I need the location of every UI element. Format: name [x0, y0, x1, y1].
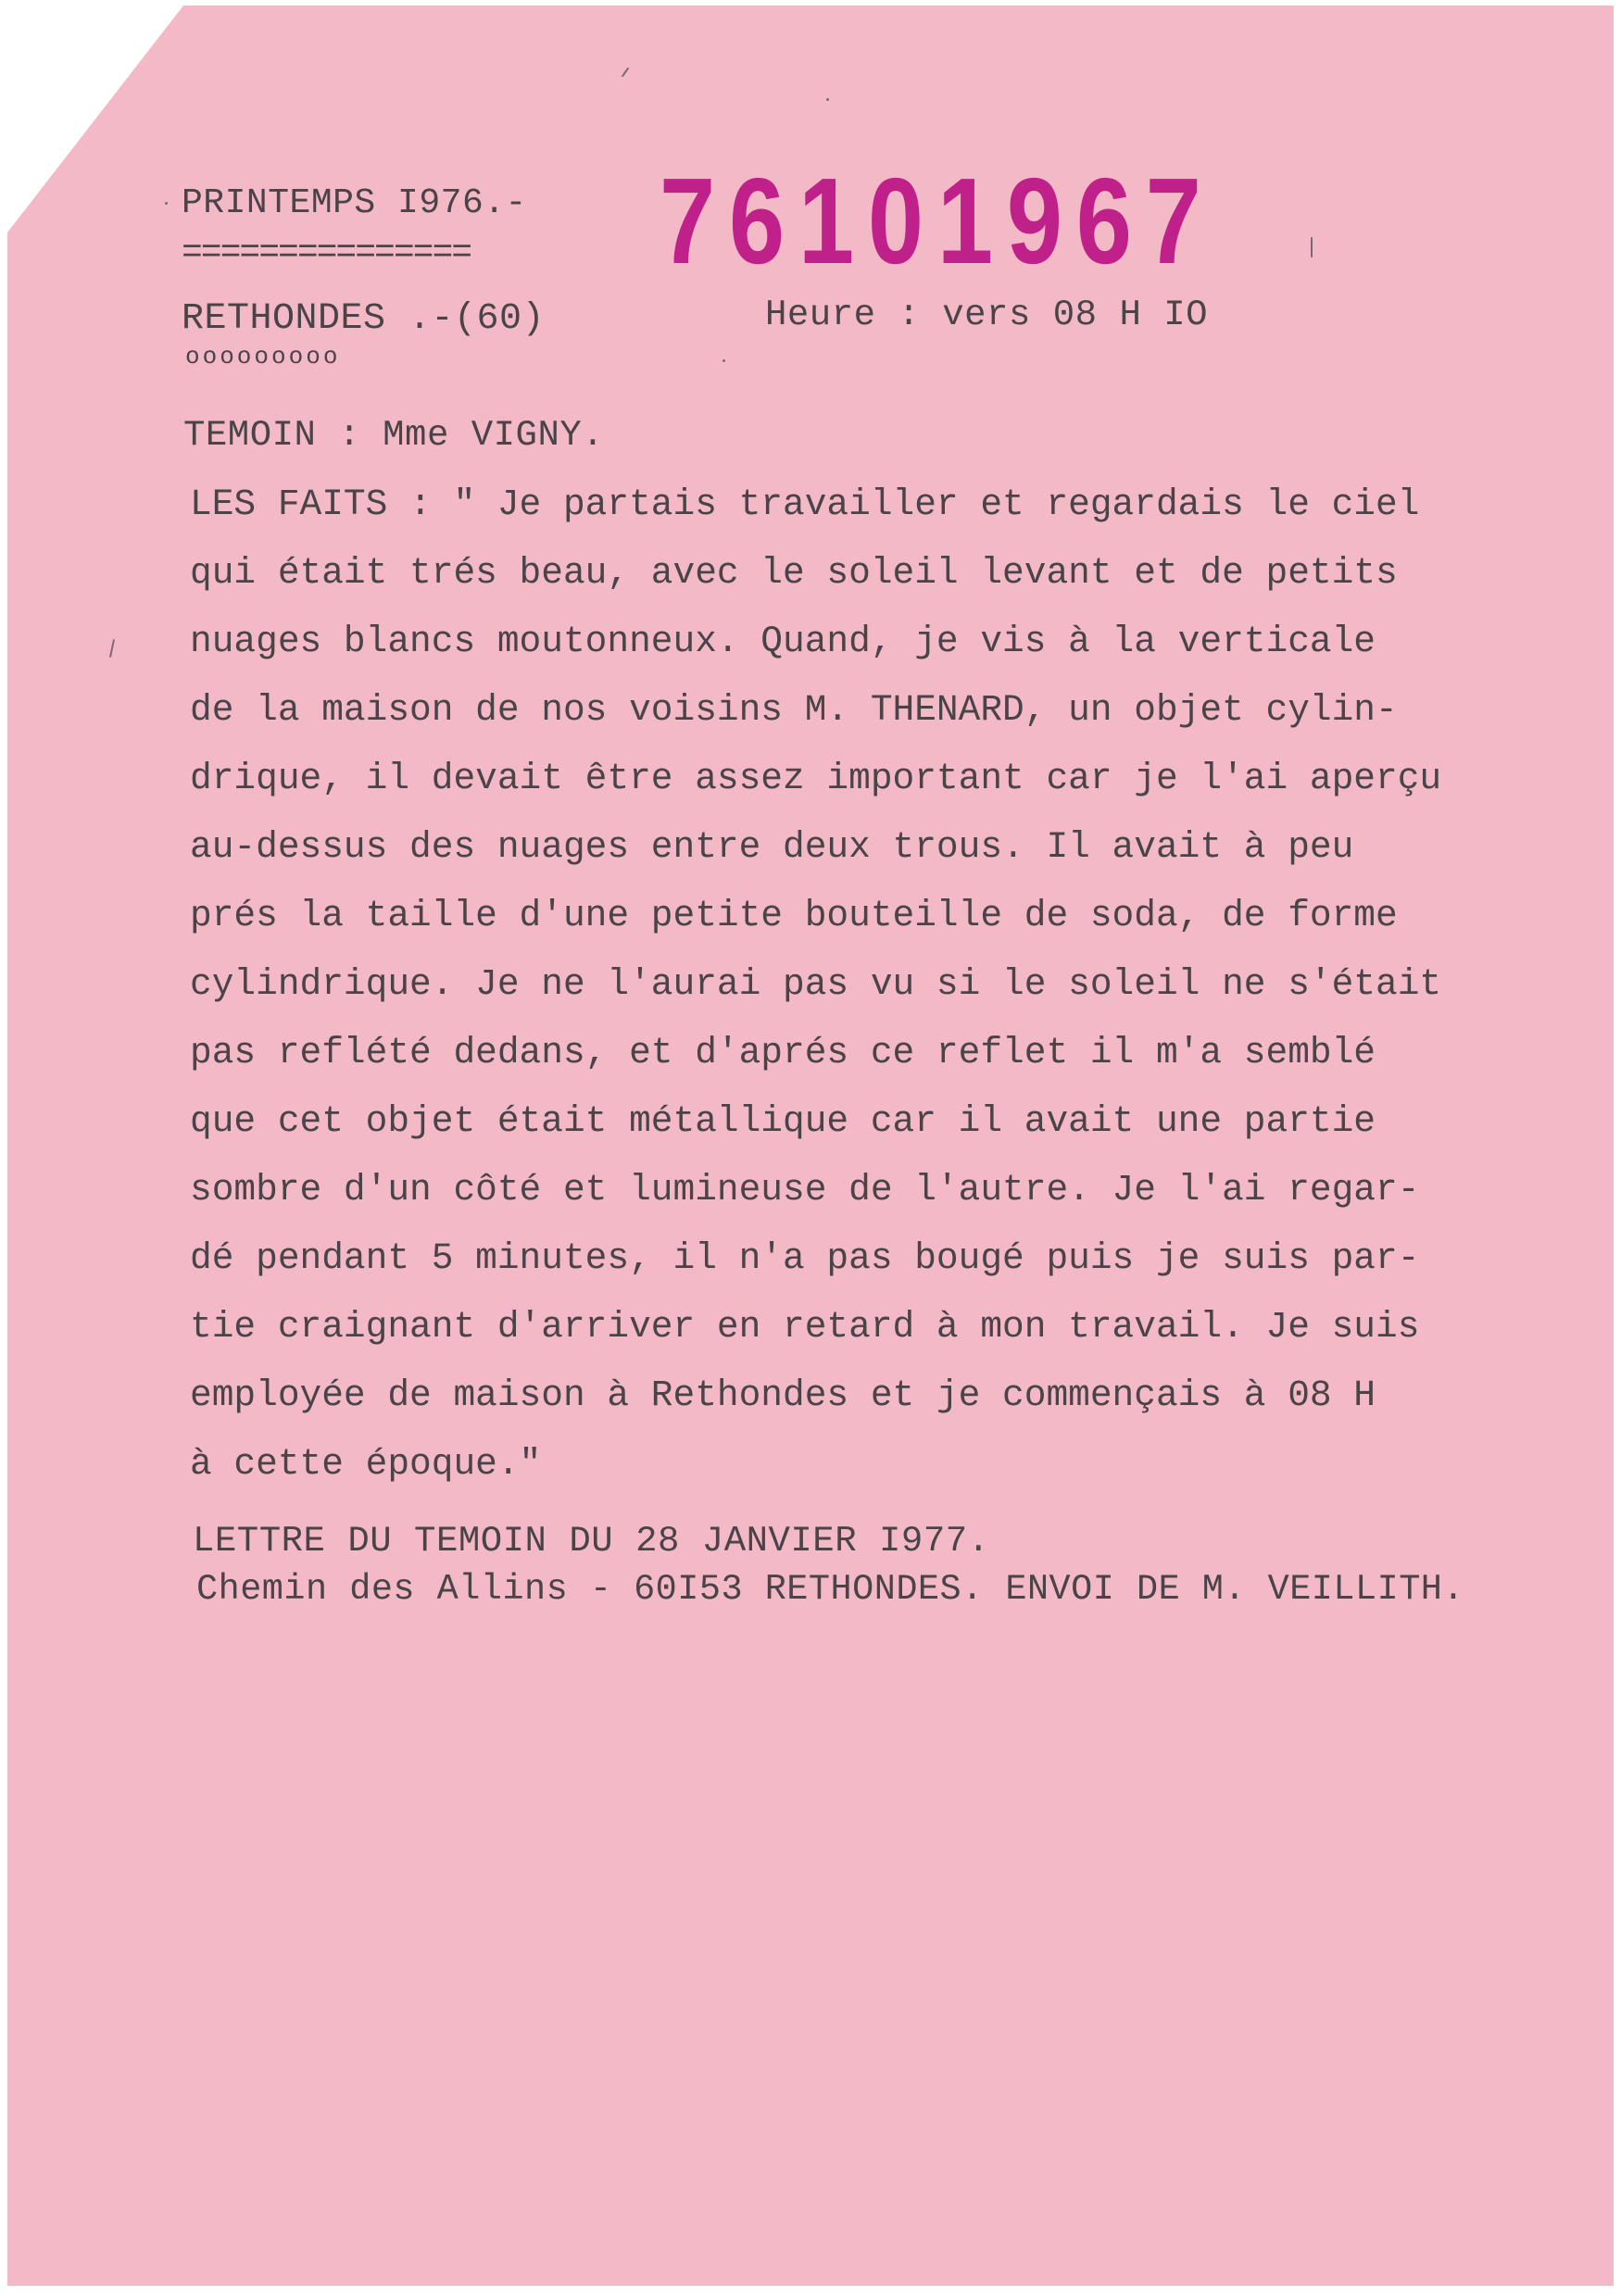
- facts-line: nuages blancs moutonneux. Quand, je vis à la verticale: [190, 621, 1376, 662]
- facts-line: tie craignant d'arriver en retard à mon travail. Je suis: [190, 1306, 1420, 1348]
- facts-line: à cette époque.": [190, 1443, 542, 1485]
- facts-line: pas reflété dedans, et d'aprés ce reflet il m'a semblé: [190, 1032, 1376, 1073]
- facts-line: cylindrique. Je ne l'aurai pas vu si le soleil ne s'était: [190, 963, 1442, 1005]
- address-line: Chemin des Allins - 60I53 RETHONDES. ENVOI DE M. VEILLITH.: [196, 1569, 1465, 1610]
- letter-date-line: LETTRE DU TEMOIN DU 28 JANVIER I977.: [193, 1521, 990, 1562]
- facts-line: au-dessus des nuages entre deux trous. Il avait à peu: [190, 826, 1354, 868]
- location-heading: RETHONDES .-(60): [182, 298, 546, 340]
- facts-line: drique, il devait être assez important car je l'ai aperçu: [190, 758, 1442, 799]
- facts-line: employée de maison à Rethondes et je commençais à 08 H: [190, 1374, 1376, 1416]
- facts-line: qui était trés beau, avec le soleil levant et de petits: [190, 552, 1398, 594]
- facts-line: prés la taille d'une petite bouteille de soda, de forme: [190, 895, 1398, 936]
- location-dots: ooooooooo: [185, 343, 341, 370]
- facts-line: sombre d'un côté et lumineuse de l'autre. Je l'ai regar-: [190, 1169, 1420, 1211]
- facts-line: de la maison de nos voisins M. THENARD, un objet cylin-: [190, 689, 1398, 731]
- facts-line: dé pendant 5 minutes, il n'a pas bougé puis je suis par-: [190, 1237, 1420, 1279]
- case-number-stamp: 76101967: [660, 153, 1215, 289]
- season-heading: PRINTEMPS I976.-: [182, 183, 527, 223]
- season-underline: ===============: [182, 233, 471, 273]
- facts-line: LES FAITS : " Je partais travailler et regardais le ciel: [190, 483, 1420, 525]
- time-label: Heure : vers 08 H IO: [765, 295, 1209, 335]
- facts-line: que cet objet était métallique car il avait une partie: [190, 1100, 1376, 1142]
- witness-line: TEMOIN : Mme VIGNY.: [183, 415, 605, 456]
- facts-text: [190, 470, 1598, 1499]
